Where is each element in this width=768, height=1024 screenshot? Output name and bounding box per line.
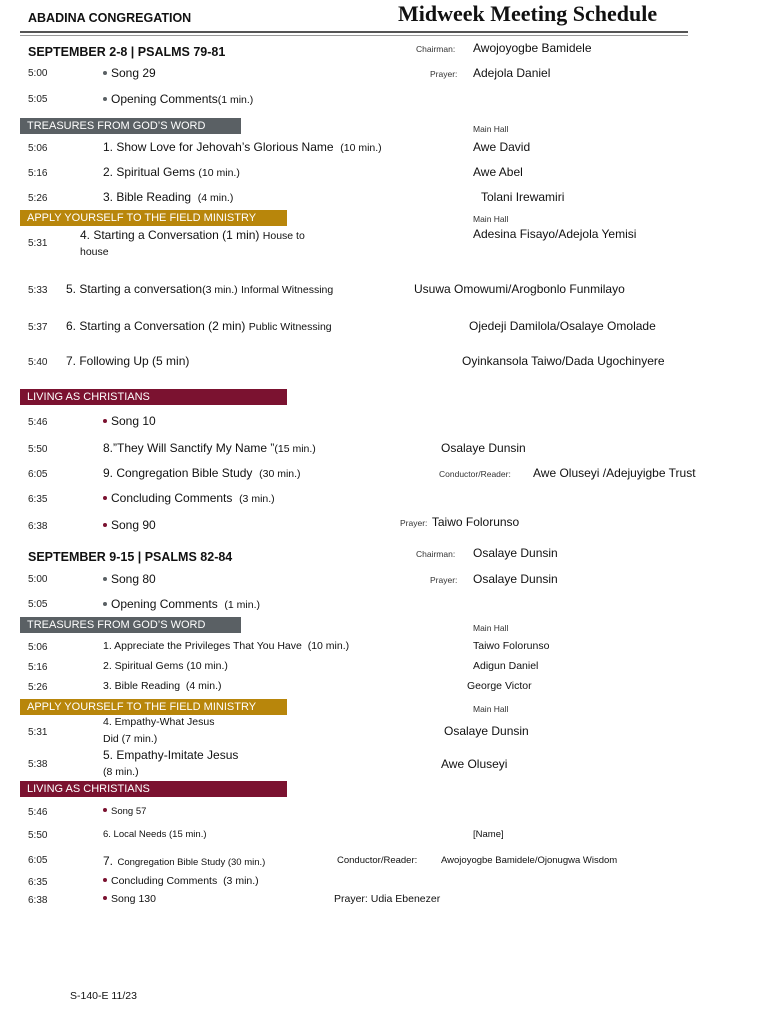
header-rule-thin — [20, 35, 688, 36]
time: 5:26 — [28, 682, 48, 693]
bullet-icon — [103, 97, 107, 101]
main-hall-label: Main Hall — [473, 214, 509, 224]
time: 5:05 — [28, 599, 48, 610]
week2-opening-song: Song 80 — [103, 572, 156, 586]
week2-part2: 2. Spiritual Gems (10 min.) — [103, 660, 228, 672]
time: 5:33 — [28, 285, 48, 296]
week1-part8: 8.”They Will Sanctify My Name ”(15 min.) — [103, 441, 316, 455]
bullet-icon — [103, 878, 107, 882]
week1-concluding-comments: Concluding Comments (3 min.) — [103, 491, 275, 505]
section-apply: APPLY YOURSELF TO THE FIELD MINISTRY — [20, 699, 287, 715]
section-living: LIVING AS CHRISTIANS — [20, 781, 287, 797]
week1-opening-song: Song 29 — [103, 66, 156, 80]
bullet-icon — [103, 523, 107, 527]
week1-part3: 3. Bible Reading (4 min.) — [103, 190, 234, 204]
week1-part2: 2. Spiritual Gems (10 min.) — [103, 165, 240, 179]
week2-opening-comments: Opening Comments (1 min.) — [103, 597, 260, 611]
week2-prayer-name: Osalaye Dunsin — [473, 572, 558, 586]
bullet-icon — [103, 496, 107, 500]
time: 5:06 — [28, 642, 48, 653]
week2-prayer-label: Prayer: — [430, 575, 458, 585]
week1-part5: 5. Starting a conversation(3 min.) Informal Witnessing — [66, 282, 334, 296]
time: 5:05 — [28, 94, 48, 105]
conductor-reader-label: Conductor/Reader: — [337, 855, 418, 866]
week1-part7-name: Oyinkansola Taiwo/Dada Ugochinyere — [462, 354, 665, 368]
bullet-icon — [103, 602, 107, 606]
time: 6:35 — [28, 877, 48, 888]
time: 5:37 — [28, 322, 48, 333]
week1-closing-song: Song 90 — [103, 518, 156, 532]
time: 5:40 — [28, 357, 48, 368]
time: 5:06 — [28, 143, 48, 154]
week1-part4: 4. Starting a Conversation (1 min) House to house — [80, 228, 305, 258]
week1-part3-name: Tolani Irewamiri — [481, 190, 565, 204]
time: 5:26 — [28, 193, 48, 204]
week2-part3-name: George Victor — [467, 680, 532, 692]
week2-part4-name: Osalaye Dunsin — [444, 724, 529, 738]
week1-part9-name: Awe Oluseyi /Adejuyigbe Trust — [533, 466, 696, 480]
week2-part1: 1. Appreciate the Privileges That You Have (10 min.) — [103, 640, 350, 652]
week2-part4-line2: Did (7 min.) — [103, 733, 158, 745]
week1-chairman-label: Chairman: — [416, 44, 456, 54]
week2-chairman-name: Osalaye Dunsin — [473, 546, 558, 560]
bullet-icon — [103, 419, 107, 423]
time: 5:31 — [28, 238, 48, 249]
congregation-name: ABADINA CONGREGATION — [28, 11, 192, 25]
week2-part7-name: Awojoyogbe Bamidele/Ojonugwa Wisdom — [441, 855, 618, 866]
section-living: LIVING AS CHRISTIANS — [20, 389, 287, 405]
week2-closing-song: Song 130 — [103, 893, 156, 905]
week2-part2-name: Adigun Daniel — [473, 660, 539, 672]
main-hall-label: Main Hall — [473, 124, 509, 134]
week2-part6: 6. Local Needs (15 min.) — [103, 829, 207, 840]
week1-part5-name: Usuwa Omowumi/Arogbonlo Funmilayo — [414, 282, 625, 296]
week1-prayer-label: Prayer: — [430, 69, 458, 79]
week2-part5-name: Awe Oluseyi — [441, 757, 508, 771]
time: 5:00 — [28, 574, 48, 585]
time: 6:38 — [28, 521, 48, 532]
time: 5:46 — [28, 807, 48, 818]
week1-prayer-name: Adejola Daniel — [473, 66, 551, 80]
week2-closing-prayer: Prayer: Udia Ebenezer — [334, 893, 441, 905]
section-treasures: TREASURES FROM GOD’S WORD — [20, 118, 241, 134]
week1-part7: 7. Following Up (5 min) — [66, 354, 190, 368]
week2-part7: 7. Congregation Bible Study (30 min.) — [103, 854, 266, 868]
time: 5:00 — [28, 68, 48, 79]
bullet-icon — [103, 896, 107, 900]
bullet-icon — [103, 577, 107, 581]
time: 6:05 — [28, 855, 48, 866]
week1-opening-comments: Opening Comments(1 min.) — [103, 92, 253, 106]
time: 6:05 — [28, 469, 48, 480]
week2-middle-song: Song 57 — [103, 806, 146, 817]
week2-heading: SEPTEMBER 9-15 | PSALMS 82-84 — [28, 550, 233, 564]
week1-part2-name: Awe Abel — [473, 165, 523, 179]
week1-part9: 9. Congregation Bible Study (30 min.) — [103, 466, 301, 480]
week2-part4-line1: 4. Empathy-What Jesus — [103, 716, 215, 728]
week2-part6-name: [Name] — [473, 829, 504, 840]
week1-heading: SEPTEMBER 2-8 | PSALMS 79-81 — [28, 45, 226, 59]
week1-part4-name: Adesina Fisayo/Adejola Yemisi — [473, 227, 637, 241]
week1-part6-name: Ojedeji Damilola/Osalaye Omolade — [469, 319, 656, 333]
time: 5:31 — [28, 727, 48, 738]
header-rule — [20, 31, 688, 33]
form-code: S-140-E 11/23 — [70, 990, 137, 1002]
time: 6:35 — [28, 494, 48, 505]
week1-part6: 6. Starting a Conversation (2 min) Public Witnessing — [66, 319, 332, 333]
time: 5:50 — [28, 830, 48, 841]
week1-part1-name: Awe David — [473, 140, 531, 154]
time: 6:38 — [28, 895, 48, 906]
bullet-icon — [103, 808, 107, 812]
week1-part8-name: Osalaye Dunsin — [441, 441, 526, 455]
section-apply: APPLY YOURSELF TO THE FIELD MINISTRY — [20, 210, 287, 226]
week2-part1-name: Taiwo Folorunso — [473, 640, 550, 652]
time: 5:38 — [28, 759, 48, 770]
week2-concluding-comments: Concluding Comments (3 min.) — [103, 875, 259, 887]
week1-part1: 1. Show Love for Jehovah’s Glorious Name (10 min.) — [103, 140, 382, 154]
time: 5:46 — [28, 417, 48, 428]
time: 5:16 — [28, 662, 48, 673]
week1-chairman-name: Awojoyogbe Bamidele — [473, 41, 592, 55]
week1-closing-prayer: Prayer: Taiwo Folorunso — [400, 515, 520, 529]
main-hall-label: Main Hall — [473, 704, 509, 714]
week2-part3: 3. Bible Reading (4 min.) — [103, 680, 222, 692]
conductor-reader-label: Conductor/Reader: — [439, 469, 511, 479]
week2-part5-line1: 5. Empathy-Imitate Jesus — [103, 748, 239, 762]
main-hall-label: Main Hall — [473, 623, 509, 633]
week2-part5-line2: (8 min.) — [103, 766, 139, 778]
bullet-icon — [103, 71, 107, 75]
week2-chairman-label: Chairman: — [416, 549, 456, 559]
section-treasures: TREASURES FROM GOD’S WORD — [20, 617, 241, 633]
page-title: Midweek Meeting Schedule — [398, 1, 658, 26]
week1-middle-song: Song 10 — [103, 414, 156, 428]
time: 5:16 — [28, 168, 48, 179]
time: 5:50 — [28, 444, 48, 455]
